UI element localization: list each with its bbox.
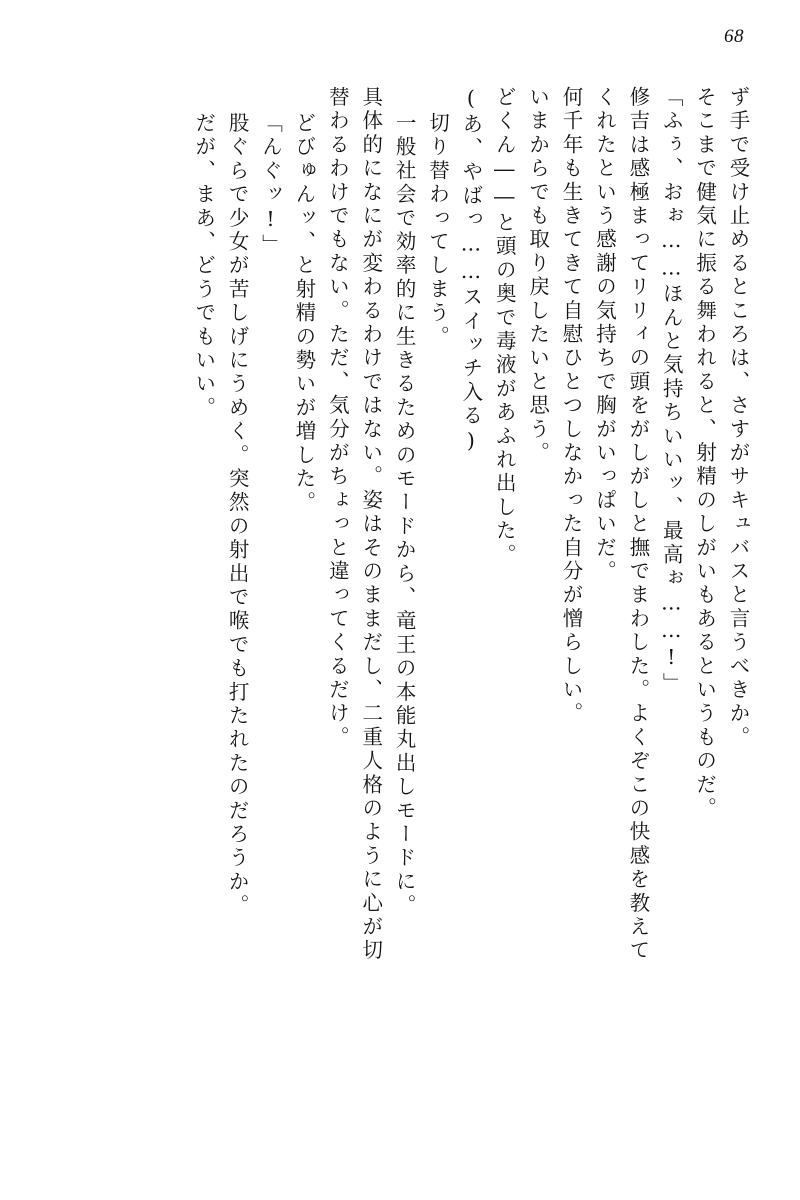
vertical-text-body xyxy=(52,86,748,1146)
text-line: 一般社会で効率的に生きるためのモードから、竜王の本能丸出しモードに。 xyxy=(392,112,417,918)
text-line: どくん――と頭の奥で毒液があふれ出した。 xyxy=(492,86,517,567)
text-line: だが、まあ、どうでもいい。 xyxy=(191,112,216,421)
text-line: くれたという感謝の気持ちで胸がいっぱいだ。 xyxy=(592,86,617,584)
text-line: ず手で受け止めるところは、さすがサキュバスと言うべきか。 xyxy=(726,86,750,750)
text-line: (あ、やばっ……スイッチ入る) xyxy=(458,86,483,456)
text-line: 替わるわけでもない。ただ、気分がちょっと違ってくるだけ。 xyxy=(325,86,350,750)
text-line: そこまで健気に振る舞われると、射精のしがいもあるというものだ。 xyxy=(692,86,717,821)
text-line: 何千年も生きてきて自慰ひとつしなかった自分が憎らしい。 xyxy=(559,86,584,726)
text-line: 切り替わってしまう。 xyxy=(425,112,450,349)
text-line: 「ふぅ、おぉ……ほんと気持ちいいッ、最高ぉ……!」 xyxy=(659,86,684,696)
text-line: 具体的になにが変わるわけではない。姿はそのままだし、二重人格のように心が切 xyxy=(358,86,383,963)
text-line: 「んぐッ!」 xyxy=(258,112,283,258)
text-line: 修吉は感極まってリリィの頭をがしがしと撫でまわした。よくぞこの快感を教えて xyxy=(625,86,650,963)
text-line: いまからでも取り戻したいと思う。 xyxy=(525,86,550,466)
text-line: 股ぐらで少女が苦しげにうめく。突然の射出で喉でも打たれたのだろうか。 xyxy=(225,112,250,918)
page-number: 68 xyxy=(724,26,744,47)
text-line: どびゅんッ、と射精の勢いが増した。 xyxy=(291,112,316,515)
